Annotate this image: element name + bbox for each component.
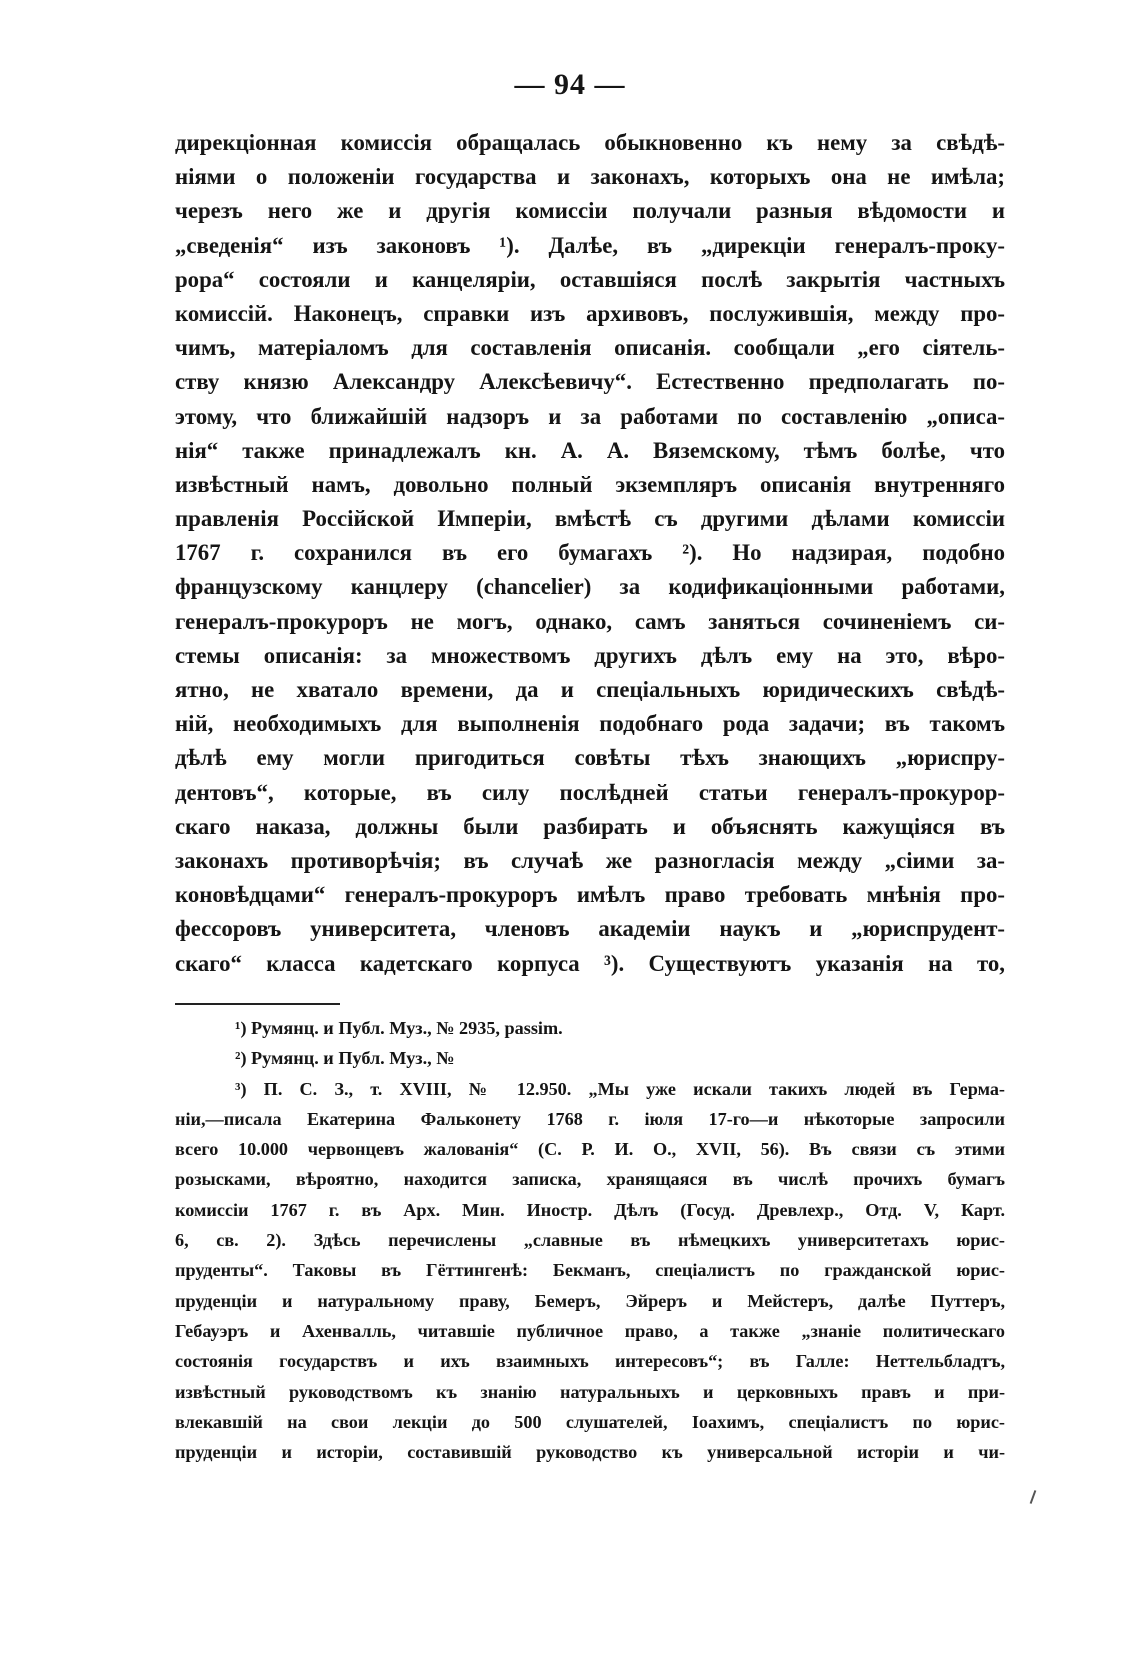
footnote-line: ніи,—писала Екатерина Фальконету 1768 г. іюля 17-го—и нѣкоторые запросили: [175, 1108, 1005, 1129]
text-line: ній, необходимыхъ для выполненія подобнаго рода задачи; въ такомъ: [175, 711, 1005, 737]
text-line: 1767 г. сохранился въ его бумагахъ ²). Но надзирая, подобно: [175, 540, 1005, 566]
text-line: „сведенія“ изъ законовъ ¹). Далѣе, въ „дирекціи генералъ-проку-: [175, 232, 1005, 258]
footnote-line: пруденціи и натуральному праву, Бемеръ, Эйреръ и Мейстеръ, далѣе Путтеръ,: [175, 1290, 1005, 1311]
text-line: ятно, не хватало времени, да и спеціальныхъ юридическихъ свѣдѣ-: [175, 677, 1005, 702]
text-line: дентовъ“, которые, въ силу послѣдней статьи генералъ-прокурор-: [175, 779, 1005, 805]
footnote-line: извѣстный руководствомъ къ знанію натуральныхъ и церковныхъ правъ и при-: [175, 1381, 1005, 1402]
footnotes: [175, 1013, 1005, 1467]
footnote-line: 6, св. 2). Здѣсь перечислены „славные въ нѣмецкихъ университетахъ юрис-: [175, 1230, 1005, 1251]
footnote-line: ³) П. С. З., т. XVIII, № 12.950. „Мы уже искали такихъ людей въ Герма-: [235, 1078, 1005, 1099]
page-number: — 94 —: [514, 68, 626, 101]
footnote-line: Гебауэръ и Ахенвалль, читавшіе публичное право, а также „знаніе политическаго: [175, 1320, 1005, 1341]
text-line: фессоровъ университета, членовъ академіи наукъ и „юриспрудент-: [175, 916, 1005, 942]
text-line: этому, что ближайшій надзоръ и за работами по составленію „описа-: [175, 403, 1005, 429]
text-line: стемы описанія: за множествомъ другихъ дѣлъ ему на это, вѣро-: [175, 642, 1005, 668]
text-line: ству князю Александру Алексѣевичу“. Естественно предполагать по-: [175, 369, 1005, 395]
text-line: законахъ противорѣчія; въ случаѣ же разногласія между „сіими за-: [175, 847, 1005, 873]
footnote-line: пруденты“. Таковы въ Гёттингенѣ: Бекманъ, спеціалистъ по гражданской юрис-: [175, 1260, 1005, 1281]
text-line: коновѣдцами“ генералъ-прокуроръ имѣлъ право требовать мнѣнія про-: [175, 882, 1005, 908]
footnote-line: комиссіи 1767 г. въ Арх. Мин. Иностр. Дѣлъ (Госуд. Древлехр., Отд. V, Карт.: [175, 1199, 1005, 1220]
text-line: комиссій. Наконецъ, справки изъ архивовъ, послужившія, между про-: [175, 300, 1005, 326]
text-line: черезъ него же и другія комиссіи получали разныя вѣдомости и: [175, 198, 1005, 224]
text-line: скаго“ класса кадетскаго корпуса ³). Существуютъ указанія на то,: [175, 950, 1005, 976]
footnote-separator: [175, 1003, 340, 1005]
footnote-line: всего 10.000 червонцевъ жалованія“ (С. Р. И. О., XVII, 56). Въ связи съ этими: [175, 1139, 1005, 1160]
footnote-line: розысками, вѣроятно, находится записка, хранящаяся въ числѣ прочихъ бумагъ: [175, 1169, 1005, 1190]
text-line: нія“ также принадлежалъ кн. А. А. Вяземскому, тѣмъ болѣе, что: [175, 437, 1005, 463]
text-line: дирекціонная комиссія обращалась обыкновенно къ нему за свѣдѣ-: [175, 130, 1005, 155]
footnote-line: ¹) Румянц. и Публ. Муз., № 2935, passim.: [235, 1018, 563, 1038]
text-line: ніями о положеніи государства и законахъ, которыхъ она не имѣла;: [175, 164, 1005, 190]
footnote-line: пруденціи и исторіи, составившій руководство къ универсальной исторіи и чи-: [175, 1442, 1005, 1463]
scan-mark: [1030, 1490, 1037, 1504]
text-line: скаго наказа, должны были разбирать и объяснять кажущіяся въ: [175, 813, 1005, 839]
text-line: чимъ, матеріаломъ для составленія описанія. сообщали „его сіятель-: [175, 335, 1005, 361]
main-text: [175, 126, 1005, 981]
footnote-line: состоянія государствъ и ихъ взаимныхъ интересовъ“; въ Галле: Неттельбладтъ,: [175, 1351, 1005, 1372]
text-line: правленія Россійской Имперіи, вмѣстѣ съ другими дѣлами комиссіи: [175, 506, 1005, 532]
footnote-line: ²) Румянц. и Публ. Муз., №: [235, 1048, 455, 1069]
text-line: французскому канцлеру (chancelier) за кодификаціонными работами,: [175, 574, 1005, 600]
text-line: дѣлѣ ему могли пригодиться совѣты тѣхъ знающихъ „юриспру-: [175, 745, 1005, 771]
text-line: извѣстный намъ, довольно полный экземпляръ описанія внутренняго: [175, 471, 1005, 497]
text-line: рора“ состояли и канцеляріи, оставшіяся послѣ закрытія частныхъ: [175, 266, 1005, 292]
text-line: генералъ-прокуроръ не могъ, однако, самъ заняться сочиненіемъ си-: [175, 608, 1005, 634]
footnote-line: влекавшій на свои лекціи до 500 слушателей, Іоахимъ, спеціалистъ по юрис-: [175, 1411, 1005, 1432]
